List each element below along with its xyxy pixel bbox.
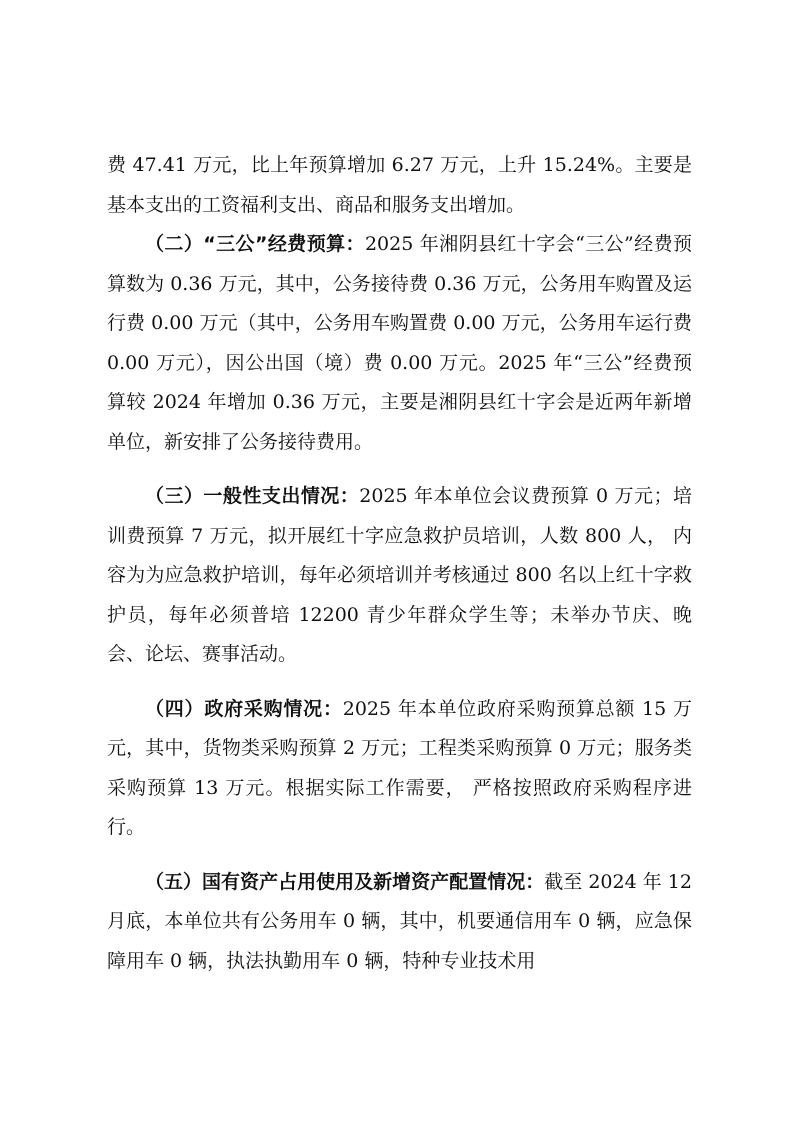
section-heading-2: （二）“三公”经费预算： bbox=[145, 233, 365, 255]
paragraph-text: 截至 2024 年 12 月底，本单位共有公务用车 0 辆，其中，机要通信用车 0 辆，应急保障用车 0 辆，执法执勤用车 0 辆，特种专业技术用 bbox=[107, 870, 692, 972]
paragraph-text: 费 47.41 万元，比上年预算增加 6.27 万元，上升 15.24%。主要是基本支出的工资福利支出、商品和服务支出增加。 bbox=[107, 154, 692, 216]
section-heading-3: （三）一般性支出情况： bbox=[145, 485, 360, 507]
section-heading-5: （五）国有资产占用使用及新增资产配置情况： bbox=[145, 870, 545, 893]
paragraph-continuation bbox=[107, 146, 692, 225]
paragraph-general-expenditure bbox=[107, 477, 692, 675]
paragraph-state-assets bbox=[107, 863, 692, 982]
paragraph-three-public-funds bbox=[107, 225, 692, 462]
paragraph-text: 2025 年本单位政府采购预算总额 15 万元，其中，货物类采购预算 2 万元；工程类采购预算 0 万元；服务类采购预算 13 万元。根据实际工作需要， 严格按照政府采购程序进行。 bbox=[107, 697, 692, 838]
document-body bbox=[107, 146, 692, 981]
paragraph-text: 2025 年湘阴县红十字会“三公”经费预算数为 0.36 万元，其中，公务接待费 0.36 万元，公务用车购置及运行费 0.00 万元（其中，公务用车购置费 0.00 万元，公务用车运行费 0.00 万元），因公出国（境）费 0.00 万元。2025 年“三公”经费预算较 2024 年增加 0.36 万元，主要是湘阴县红十字会是近两年新增单位，新安排了公务接待费用。 bbox=[107, 233, 692, 453]
paragraph-text: 2025 年本单位会议费预算 0 万元；培训费预算 7 万元，拟开展红十字应急救护员培训，人数 800 人， 内容为为应急救护培训，每年必须培训并考核通过 800 名以上红十字救护员，每年必须普培 12200 青少年群众学生等；未举办节庆、晚会、论坛、赛事活动。 bbox=[107, 485, 692, 665]
paragraph-government-procurement bbox=[107, 690, 692, 848]
section-heading-4: （四）政府采购情况： bbox=[145, 697, 343, 720]
